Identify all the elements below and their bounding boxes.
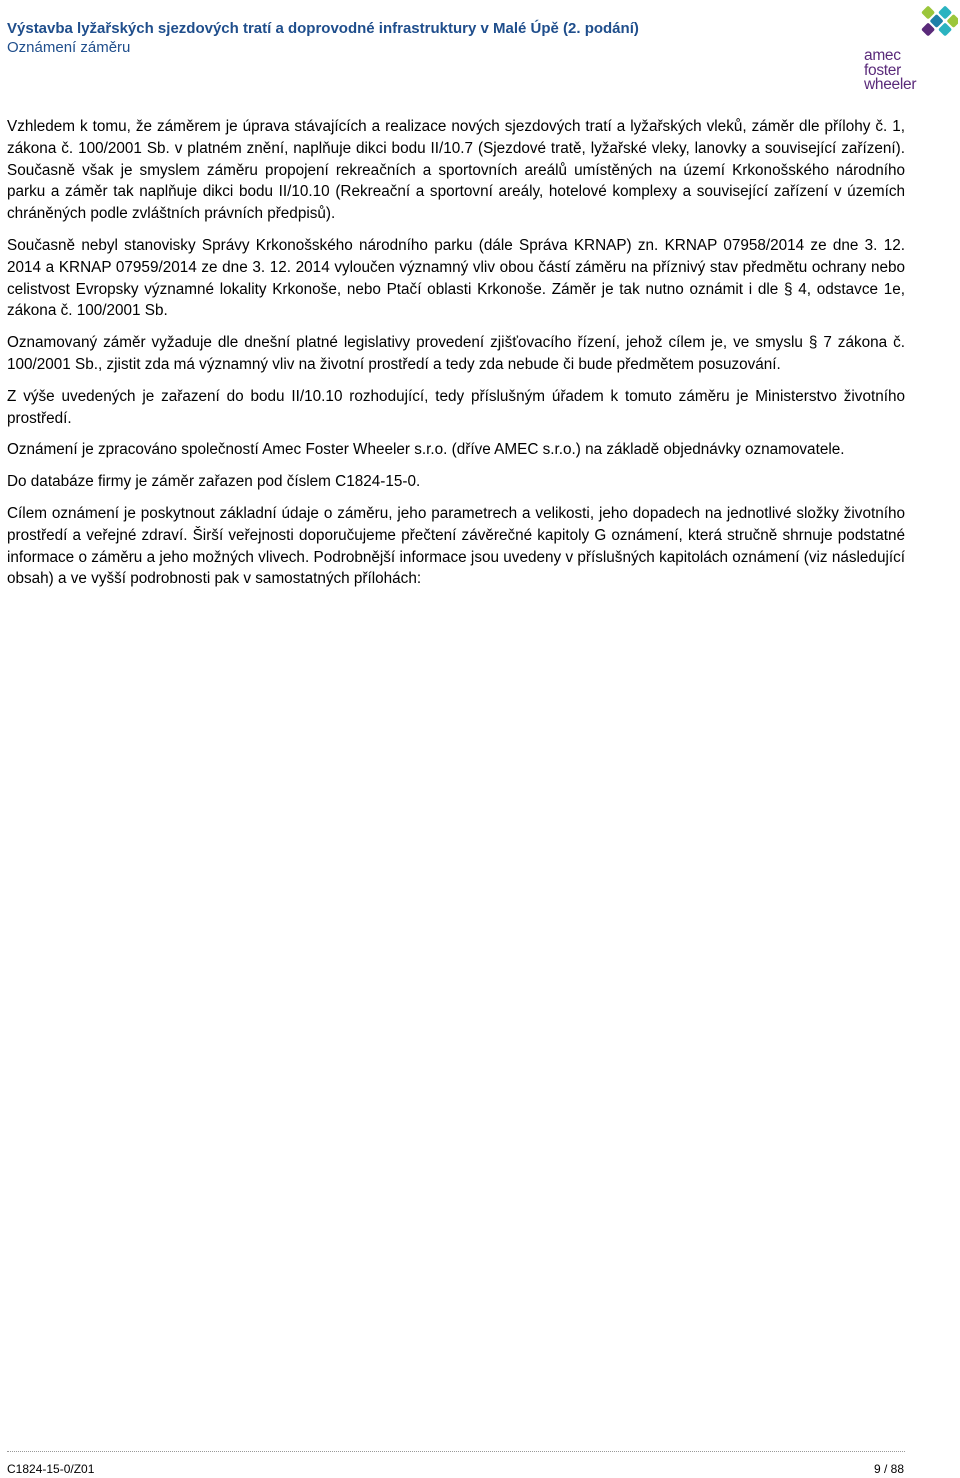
document-title: Výstavba lyžařských sjezdových tratí a doprovodné infrastruktury v Malé Úpě (2. podání) <box>7 20 639 37</box>
document-subtitle: Oznámení záměru <box>7 39 131 56</box>
paragraph-krnap-opinion: Současně nebyl stanovisky Správy Krkonošského národního parku (dále Správa KRNAP) zn. KRNAP 07958/2014 ze dne 3. 12. 2014 a KRNAP 07959/2014 ze dne 3. 12. 2014 vyloučen významný vliv obou částí záměru na příznivý stav předmětu ochrany nebo celistvost Evropsky významné lokality Krkonoše, nebo Ptačí oblasti Krkonoše. Záměr je tak nutno oznámit i dle § 4, odstavce 1e, zákona č. 100/2001 Sb. <box>7 236 905 320</box>
logo-line-wheeler: wheeler <box>864 76 917 93</box>
page-header <box>7 19 807 57</box>
paragraph-classification: Vzhledem k tomu, že záměrem je úprava stávajících a realizace nových sjezdových tratí a lyžařských vleků, záměr dle přílohy č. 1, zákona č. 100/2001 Sb. v platném znění, naplňuje dikci bodu II/10.7 (Sjezdové tratě, lyžařské vleky, lanovky a související zařízení). Současně však je smyslem záměru propojení rekreačních a sportovních areálů umístěných na území Krkonošského národního parku a záměr tak naplňuje dikci bodu II/10.10 (Rekreační a sportovní areály, hotelové komplexy a související zařízení v územích chráněných podle zvláštních právních předpisů). <box>7 118 905 223</box>
logo-leaf-icon <box>858 2 958 50</box>
paragraph-purpose: Cílem oznámení je poskytnout základní údaje o záměru, jeho parametrech a velikosti, jeho dopadech na jednotlivé složky životního prostředí a veřejné zdraví. Širší veřejnosti doporučujeme přečtení závěrečné kapitoly G oznámení, která stručně shrnuje podstatné informace o záměru a jeho možných vlivech. Podrobnější informace jsou uvedeny v příslušných kapitolách oznámení (viz následující obsah) a ve vyšší podrobnosti pak v samostatných přílohách: <box>7 504 905 588</box>
paragraph-competent-authority: Z výše uvedených je zařazení do bodu II/10.10 rozhodující, tedy příslušným úřadem k tomuto záměru je Ministerstvo životního prostředí. <box>7 387 905 427</box>
document-body <box>7 116 905 600</box>
paragraph-screening: Oznamovaný záměr vyžaduje dle dnešní platné legislativy provedení zjišťovacího řízení, jehož cílem je, ve smyslu § 7 zákona č. 100/2001 Sb., zjistit zda má významný vliv na životní prostředí a tedy zda nebude či bude předmětem posuzování. <box>7 334 905 373</box>
footer-divider <box>7 1451 905 1452</box>
footer-page-number: 9 / 88 <box>873 1462 904 1476</box>
logo-wordmark <box>864 49 916 93</box>
paragraph-database-id: Do databáze firmy je záměr zařazen pod číslem C1824-15-0. <box>7 473 421 491</box>
amec-foster-wheeler-logo <box>858 2 958 102</box>
logo-line-amec: amec <box>864 47 901 64</box>
paragraph-processor: Oznámení je zpracováno společností Amec Foster Wheeler s.r.o. (dříve AMEC s.r.o.) na základě objednávky oznamovatele. <box>7 441 845 459</box>
footer-document-id: C1824-15-0/Z01 <box>7 1462 95 1476</box>
logo-line-foster: foster <box>864 61 901 79</box>
